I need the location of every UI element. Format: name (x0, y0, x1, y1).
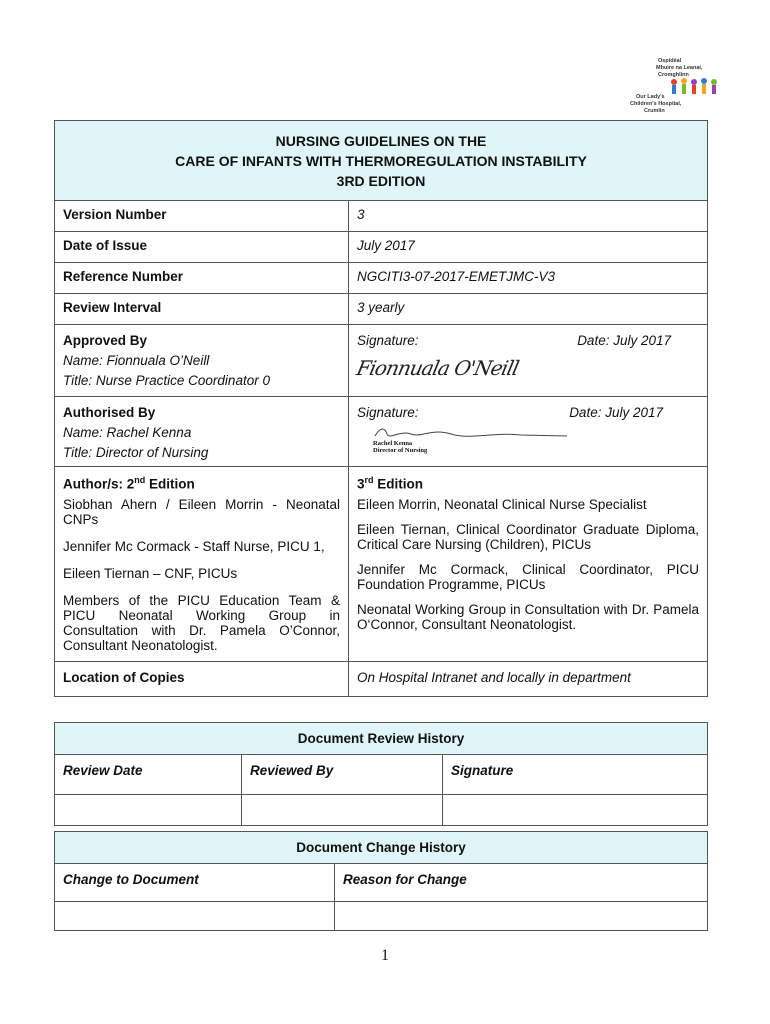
authorisation-date: Date: July 2017 (569, 405, 663, 420)
reason-header: Reason for Change (335, 864, 708, 902)
authoriser-signature (371, 426, 571, 440)
author-entry: Jennifer Mc Cormack, Clinical Coordinator, PICU Foundation Programme, PICUs (357, 561, 699, 592)
author-entry: Neonatal Working Group in Consultation with Dr. Pamela O‘Connor, Consultant Neonatologist. (357, 601, 699, 632)
authors-3rd-edition-cell (349, 467, 708, 662)
approved-signature-cell (349, 325, 708, 397)
reference-value: NGCITI3-07-2017-EMETJMC-V3 (349, 263, 708, 294)
change-header: Change to Document (55, 864, 335, 902)
logo-text: Cromghlinn (658, 72, 689, 78)
authorised-by-cell (55, 397, 349, 467)
reference-label: Reference Number (55, 263, 349, 294)
change-history-table (54, 831, 708, 931)
author-entry: Eileen Tiernan, Clinical Coordinator Graduate Diploma, Critical Care Nursing (Children), PICUs (357, 521, 699, 552)
review-history-title: Document Review History (55, 723, 708, 755)
approval-date: Date: July 2017 (577, 333, 671, 348)
authors-2nd-edition-cell (55, 467, 349, 662)
signature-stamp-name: Rachel Kenna (373, 440, 413, 447)
signature-stamp-title: Director of Nursing (373, 447, 428, 454)
authors-3rd-heading: 3rd Edition (357, 475, 424, 492)
title-block (55, 121, 708, 201)
authoriser-name: Name: Rachel Kenna (63, 425, 192, 440)
signature-label: Signature: (357, 405, 419, 420)
issue-date-value: July 2017 (349, 232, 708, 263)
approver-title: Title: Nurse Practice Coordinator 0 (63, 373, 270, 388)
logo-text: Crumlin (644, 108, 665, 114)
author-entry: Eileen Morrin, Neonatal Clinical Nurse Specialist (357, 496, 647, 512)
logo-text: Mhuire na Leanaí, (656, 65, 703, 71)
approved-by-cell (55, 325, 349, 397)
logo-text: Our Lady's (636, 94, 665, 100)
review-empty-cell (242, 795, 443, 826)
approver-name: Name: Fionnuala O’Neill (63, 353, 210, 368)
change-history-title: Document Change History (55, 832, 708, 864)
authorised-signature-cell (349, 397, 708, 467)
author-entry: Jennifer Mc Cormack - Staff Nurse, PICU 1, (63, 538, 325, 554)
review-empty-cell (443, 795, 708, 826)
page-number: 1 (381, 947, 389, 964)
review-interval-value: 3 yearly (349, 294, 708, 325)
authoriser-title: Title: Director of Nursing (63, 445, 209, 460)
signature-header: Signature (443, 755, 708, 795)
title-line: NURSING GUIDELINES ON THE (275, 133, 487, 149)
review-empty-cell (55, 795, 242, 826)
children-figures-icon (668, 76, 726, 100)
change-empty-cell (335, 902, 708, 931)
version-label: Version Number (55, 201, 349, 232)
author-entry: Siobhan Ahern / Eileen Morrin - Neonatal CNPs (63, 496, 340, 527)
location-label: Location of Copies (55, 661, 349, 696)
review-history-table (54, 722, 708, 826)
title-line: 3RD EDITION (336, 173, 426, 189)
signature-label: Signature: (357, 333, 419, 348)
authors-2nd-heading: Author/s: 2nd Edition (63, 475, 195, 492)
title-line: CARE OF INFANTS WITH THERMOREGULATION INSTABILITY (175, 153, 587, 169)
location-value: On Hospital Intranet and locally in department (349, 661, 708, 696)
reviewed-by-header: Reviewed By (242, 755, 443, 795)
approved-by-label: Approved By (63, 333, 148, 348)
logo-text: Children's Hospital, (630, 101, 682, 107)
logo-text: Ospidéal (658, 58, 682, 64)
approver-signature: Fionnuala O'Neill (354, 356, 521, 380)
author-entry: Eileen Tiernan – CNF, PICUs (63, 565, 238, 581)
issue-date-label: Date of Issue (55, 232, 349, 263)
document-info-table (54, 120, 708, 697)
version-value: 3 (349, 201, 708, 232)
hospital-logo (628, 56, 728, 120)
review-interval-label: Review Interval (55, 294, 349, 325)
authorised-by-label: Authorised By (63, 405, 156, 420)
author-entry: Members of the PICU Education Team & PICU Neonatal Working Group in Consultation with Dr. Pamela O’Connor, Consultant Neonatologist. (63, 592, 340, 653)
change-empty-cell (55, 902, 335, 931)
review-date-header: Review Date (55, 755, 242, 795)
